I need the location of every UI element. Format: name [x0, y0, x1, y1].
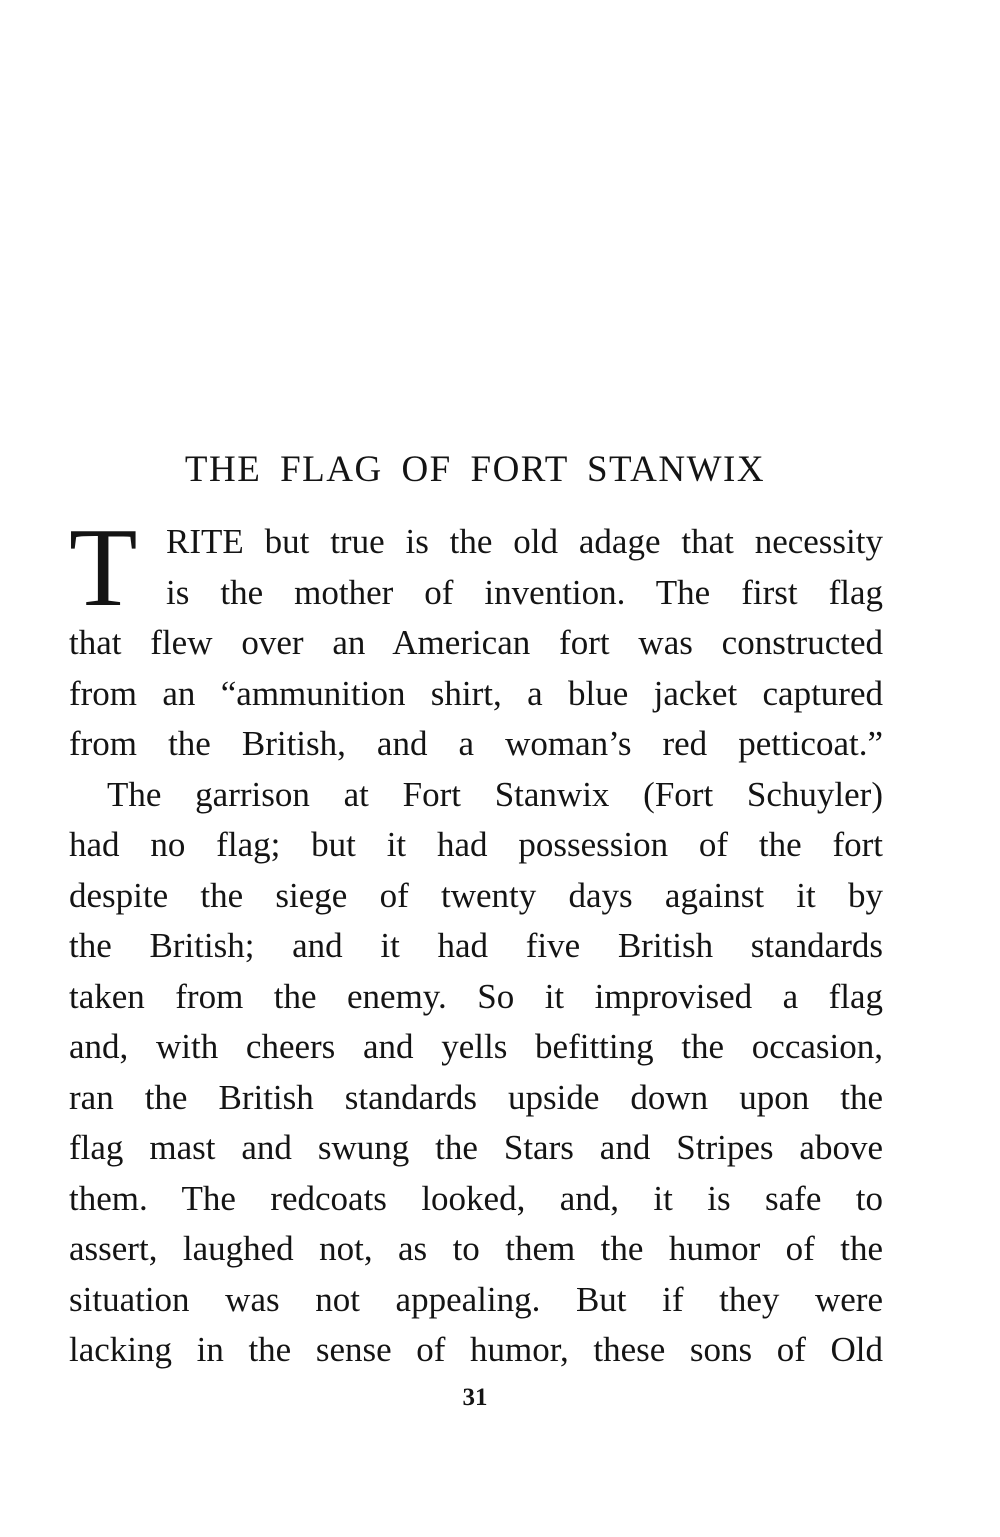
text-line: had no flag; but it had possession of the fort	[69, 825, 883, 864]
text-line: taken from the enemy. So it improvised a flag	[69, 976, 883, 1016]
text-line: assert, laughed not, as to them the humor of the	[69, 1229, 883, 1268]
text-line: them. The redcoats looked, and, it is safe to	[69, 1178, 883, 1218]
text-line: flag mast and swung the Stars and Stripes above	[69, 1128, 883, 1167]
text-line: and, with cheers and yells befitting the occasion,	[69, 1027, 883, 1066]
chapter-title: THE FLAG OF FORT STANWIX	[184, 449, 766, 490]
text-line: from the British, and a woman’s red petticoat.”	[69, 724, 883, 763]
text-line: despite the siege of twenty days against it by	[69, 875, 883, 915]
text-line: The garrison at Fort Stanwix (Fort Schuyler)	[107, 774, 883, 814]
text-line: from an “ammunition shirt, a blue jacket captured	[69, 673, 883, 713]
text-line: the British; and it had five British standards	[69, 926, 883, 965]
drop-cap-letter: T	[69, 506, 138, 630]
text-line: RITE but true is the old adage that necessity	[166, 522, 883, 561]
body-text	[69, 506, 883, 1376]
text-line: that flew over an American fort was constructed	[69, 623, 883, 662]
text-line: lacking in the sense of humor, these sons of Old	[69, 1330, 883, 1369]
text-line: ran the British standards upside down upon the	[69, 1077, 883, 1117]
text-line: situation was not appealing. But if they were	[69, 1279, 883, 1319]
text-line: is the mother of invention. The first flag	[166, 572, 883, 612]
page-number: 31	[462, 1384, 488, 1411]
